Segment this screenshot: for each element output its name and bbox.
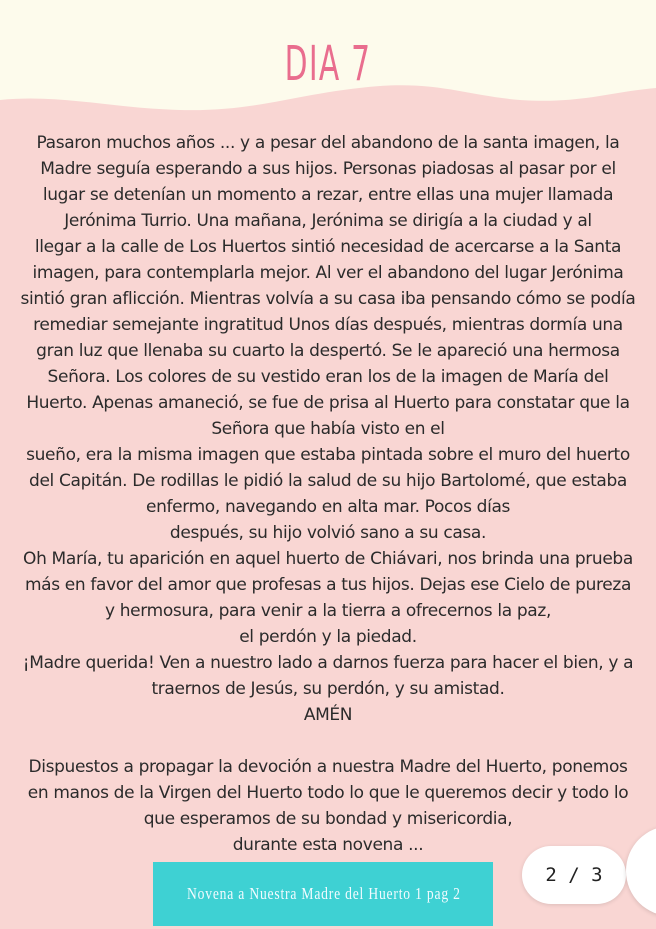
text-line: Madre seguía esperando a sus hijos. Personas piadosas al pasar por el (40, 159, 616, 179)
text-line: después, su hijo volvió sano a su casa. (169, 523, 487, 543)
text-line: Señora que había visto en el (211, 419, 445, 439)
closing-line: que esperamos de su bondad y misericordia, (143, 809, 513, 829)
text-line: remediar semejante ingratitud Unos días después, mientras dormía una (33, 315, 623, 335)
text-line: y hermosura, para venir a la tierra a ofrecernos la paz, (104, 601, 552, 621)
paragraph-gap (14, 728, 642, 754)
text-line: lugar se detenían un momento a rezar, entre ellas una mujer llamada (42, 185, 614, 205)
text-line: sueño, era la misma imagen que estaba pintada sobre el muro del huerto (26, 445, 630, 465)
text-line: sintió gran aflicción. Mientras volvía a su casa iba pensando cómo se podía (20, 289, 636, 309)
closing-line: durante esta novena ... (232, 835, 424, 855)
footer-label: Novena a Nuestra Madre del Huerto 1 pag 2 (187, 884, 461, 903)
text-line: del Capitán. De rodillas le pidió la salud de su hijo Bartolomé, que estaba (29, 471, 627, 491)
page-indicator: 2 / 3 (522, 846, 626, 904)
body-text (14, 130, 642, 858)
text-line: ¡Madre querida! Ven a nuestro lado a darnos fuerza para hacer el bien, y a (22, 653, 634, 673)
text-line: Jerónima Turrio. Una mañana, Jerónima se dirigía a la ciudad y al (64, 211, 592, 231)
text-line: el perdón y la piedad. (239, 627, 417, 647)
closing-line: Dispuestos a propagar la devoción a nuestra Madre del Huerto, ponemos (28, 757, 628, 777)
closing-line: en manos de la Virgen del Huerto todo lo que le queremos decir y todo lo (27, 783, 629, 803)
footer-banner (153, 862, 493, 926)
text-line: gran luz que llenaba su cuarto la despertó. Se le apareció una hermosa (36, 341, 620, 361)
page-title: DIA 7 (284, 36, 372, 93)
text-line: enfermo, navegando en alta mar. Pocos días (145, 497, 511, 517)
text-line: llegar a la calle de Los Huertos sintió necesidad de acercarse a la Santa (34, 237, 622, 257)
text-line: Pasaron muchos años ... y a pesar del abandono de la santa imagen, la (36, 133, 620, 153)
text-line: Señora. Los colores de su vestido eran los de la imagen de María del (47, 367, 609, 387)
text-line: más en favor del amor que profesas a tus hijos. Dejas ese Cielo de pureza (24, 575, 632, 595)
amen-line: AMÉN (303, 705, 353, 725)
text-line: Oh María, tu aparición en aquel huerto de Chiávari, nos brinda una prueba (23, 549, 633, 569)
text-line: traernos de Jesús, su perdón, y su amistad. (151, 679, 505, 699)
text-line: imagen, para contemplarla mejor. Al ver el abandono del lugar Jerónima (32, 263, 624, 283)
text-line: Huerto. Apenas amaneció, se fue de prisa al Huerto para constatar que la (26, 393, 630, 413)
